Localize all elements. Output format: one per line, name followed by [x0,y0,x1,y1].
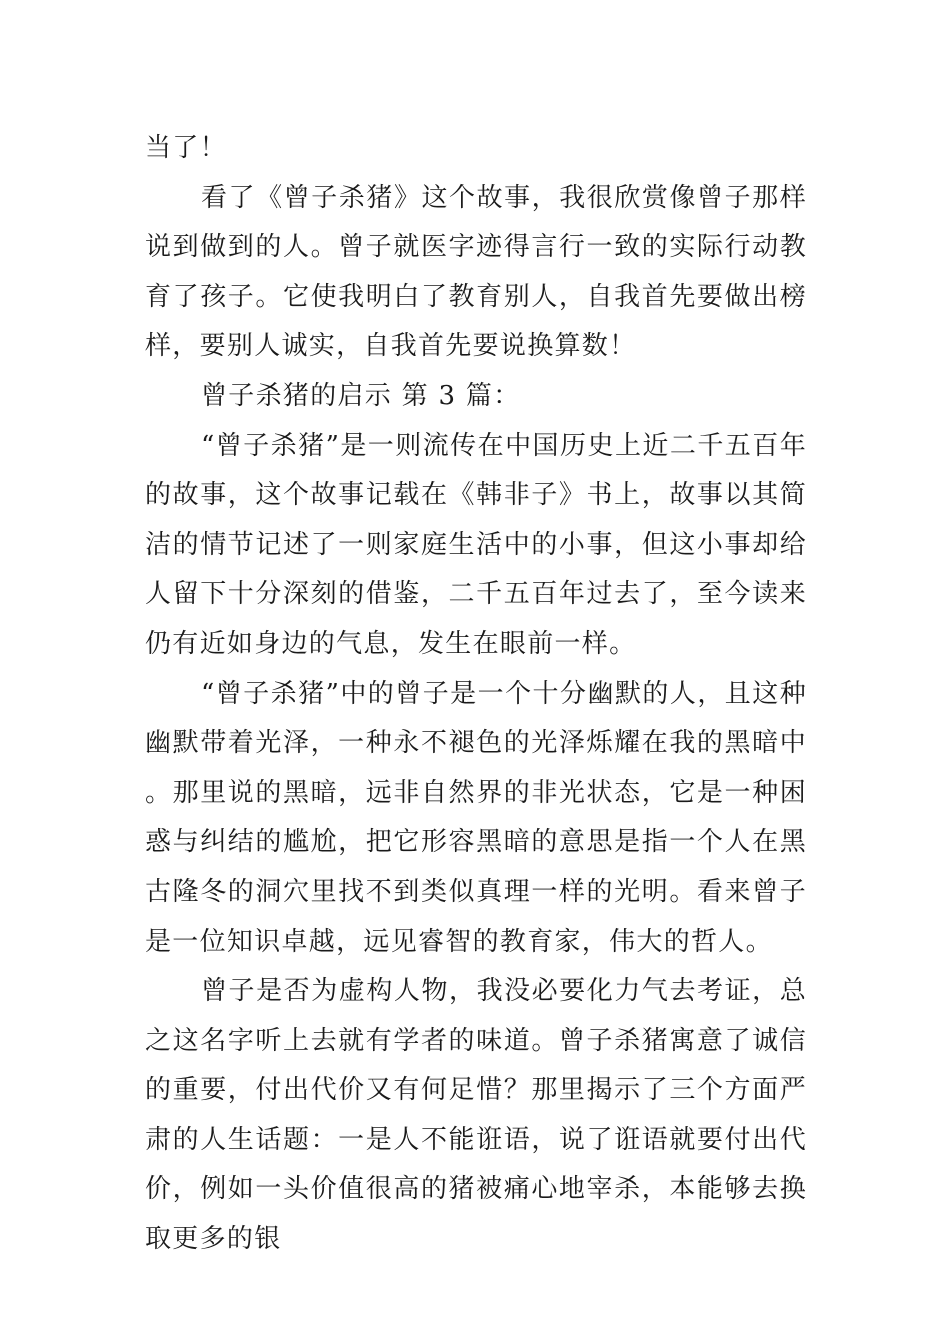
paragraph-lessons: 曾子是否为虚构人物，我没必要化力气去考证，总之这名字听上去就有学者的味道。曾子杀猪寓意了诚信的重要，付出代价又有何足惜？那里揭示了三个方面严肃的人生话题：一是人不能诳语，说了诳语就要付出代价，例如一头价值很高的猪被痛心地宰杀，本能够去换取更多的银 [145,976,807,1255]
paragraph-continuation: 当了！ [145,133,227,163]
section-heading: 曾子杀猪的启示 第 3 篇： [201,380,521,411]
paragraph-reflection: 看了《曾子杀猪》这个故事，我很欣赏像曾子那样说到做到的人。曾子就医字迹得言行一致的实际行动教育了孩子。它使我明白了教育别人，自我首先要做出榜样，要别人诚实，自我首先要说换算数！ [145,182,807,362]
paragraph-story-intro: “曾子杀猪”是一则流传在中国历史上近二千五百年的故事，这个故事记载在《韩非子》书上，故事以其简洁的情节记述了一则家庭生活中的小事，但这小事却给人留下十分深刻的借鉴，二千五百年过去了，至今读来仍有近如身边的气息，发生在眼前一样。 [145,430,807,659]
document-body [145,124,807,1265]
paragraph-humor: “曾子杀猪”中的曾子是一个十分幽默的人，且这种幽默带着光泽，一种永不褪色的光泽烁耀在我的黑暗中。那里说的黑暗，远非自然界的非光状态，它是一种困惑与纠结的尴尬，把它形容黑暗的意思是指一个人在黑古隆冬的洞穴里找不到类似真理一样的光明。看来曾子是一位知识卓越，远见睿智的教育家，伟大的哲人。 [145,678,807,957]
